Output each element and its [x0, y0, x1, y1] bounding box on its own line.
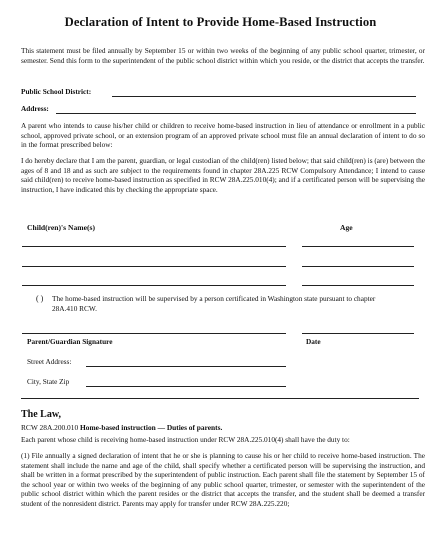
- law-section-header: The Law,: [21, 409, 62, 420]
- declaration-paragraph: I do hereby declare that I am the parent, guardian, or legal custodian of the child(ren) listed below; that said child(ren) is (are) between the ages of 8 and 18 and as such are subject to the requirements found in chapter 28A.225 RCW Compulsory Attendance; I intend to cause said child(ren) to receive home-based instruction as specified in RCW 28A.225.010(4); and if a certificated person will be supervising the instruction, I have indicated this by checking the appropriate space.: [21, 156, 426, 194]
- certificated-checkbox[interactable]: ( ): [36, 294, 44, 303]
- street-address-label: Street Address:: [27, 357, 72, 366]
- date-line[interactable]: [302, 333, 414, 334]
- rcw-number: RCW 28A.200.010: [21, 423, 80, 432]
- district-label: Public School District:: [21, 87, 92, 96]
- date-label: Date: [306, 337, 321, 346]
- signature-label: Parent/Guardian Signature: [27, 337, 113, 346]
- law-section-divider: [21, 398, 419, 399]
- form-title: Declaration of Intent to Provide Home-Based Instruction: [64, 15, 377, 29]
- certificated-checkbox-label: The home-based instruction will be supervised by a person certificated in Washington state pursuant to chapter 28A.410 RCW.: [52, 294, 376, 313]
- child-age-line-2[interactable]: [302, 266, 414, 267]
- parent-intent-paragraph: A parent who intends to cause his/her child or children to receive home-based instruction in lieu of attendance or enrollment in a public school, approved private school, or an extension program of an approved private school must file an annual declaration of intent to do so in the format prescribed below:: [21, 121, 425, 150]
- duties-intro: Each parent whose child is receiving home-based instruction under RCW 28A.225.010(4) shall have the duty to:: [21, 435, 350, 444]
- signature-line[interactable]: [22, 333, 286, 334]
- duty-1-paragraph: (1) File annually a signed declaration of intent that he or she is planning to cause his or her child to receive home-based instruction. The statement shall include the name and age of the child, shall specify whether a certificated person will be supervising the instruction, and shall be written in a format prescribed by the superintendent of public instruction. Each parent shall file the statement by September 15 of the school year or within two weeks of the beginning of any public school quarter, trimester, or semester with the superintendent of the public school district within which the parent resides or the district that accepts the transfer, and the student shall be deemed a transfer student of the nonresident district. Parents may apply for transfer under RCW 28A.225.220;: [21, 451, 425, 508]
- city-state-zip-label: City, State Zip: [27, 377, 70, 386]
- child-name-line-3[interactable]: [22, 285, 286, 286]
- child-age-line-3[interactable]: [302, 285, 414, 286]
- intro-paragraph: This statement must be filed annually by September 15 or within two weeks of the beginning of any public school quarter, trimester, or semester. Send this form to the superintendent of the public school district within which you reside, or the district that accepts the transfer.: [21, 46, 425, 65]
- child-name-line-1[interactable]: [22, 246, 286, 247]
- address-input-line[interactable]: [56, 113, 416, 114]
- rcw-citation: [21, 423, 222, 432]
- child-age-line-1[interactable]: [302, 246, 414, 247]
- children-names-header: Child(ren)'s Name(s): [27, 223, 95, 232]
- city-state-zip-line[interactable]: [86, 386, 286, 387]
- child-name-line-2[interactable]: [22, 266, 286, 267]
- age-header: Age: [340, 223, 353, 232]
- address-label: Address:: [21, 104, 49, 113]
- district-input-line[interactable]: [112, 96, 416, 97]
- street-address-line[interactable]: [86, 366, 286, 367]
- rcw-title: Home-based instruction — Duties of parents.: [80, 423, 223, 432]
- certificated-supervision-option: [36, 294, 416, 316]
